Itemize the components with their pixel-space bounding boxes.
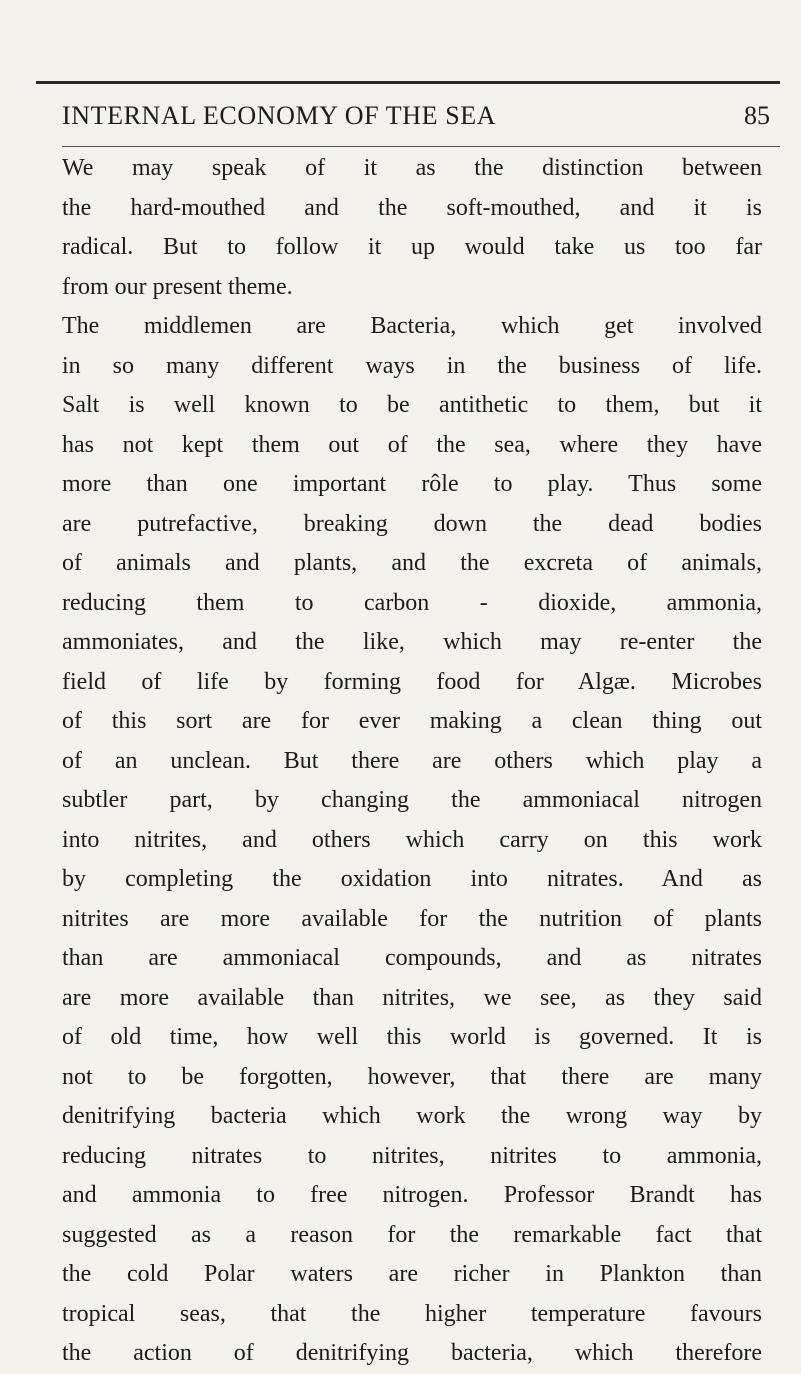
body-text [62, 149, 762, 1374]
text-line: We may speak of it as the distinction between [62, 155, 762, 181]
running-head-title: INTERNAL ECONOMY OF THE SEA [62, 101, 497, 130]
text-line: are more available than nitrites, we see, as they said [62, 984, 762, 1011]
text-line: the cold Polar waters are richer in Plankton than [62, 1261, 762, 1287]
page-number: 85 [744, 101, 770, 130]
text-line: of old time, how well this world is governed. It is [62, 1024, 762, 1050]
text-line: tropical seas, that the higher temperature favours [62, 1300, 762, 1327]
text-line: ammoniates, and the like, which may re-enter the [62, 629, 762, 655]
text-line: denitrifying bacteria which work the wrong way by [62, 1103, 762, 1129]
text-line: from our present theme. [62, 273, 293, 300]
text-line: of this sort are for ever making a clean thing out [62, 708, 762, 734]
text-line: than are ammoniacal compounds, and as nitrates [62, 945, 762, 971]
text-line: subtler part, by changing the ammoniacal nitrogen [62, 787, 762, 813]
text-line: the hard-mouthed and the soft-mouthed, and it is [62, 194, 762, 221]
text-line: has not kept them out of the sea, where they have [62, 431, 762, 458]
top-rule [36, 81, 780, 84]
text-line: in so many different ways in the business of life. [62, 352, 762, 379]
text-line: The middlemen are Bacteria, which get involved [62, 313, 762, 339]
text-line: of an unclean. But there are others which play a [62, 747, 762, 774]
text-line: field of life by forming food for Algæ. Microbes [62, 668, 762, 695]
text-line: and ammonia to free nitrogen. Professor Brandt has [62, 1182, 762, 1208]
text-line: reducing nitrates to nitrites, nitrites to ammonia, [62, 1142, 762, 1169]
text-line: more than one important rôle to play. Thus some [62, 471, 762, 497]
text-line: nitrites are more available for the nutrition of plants [62, 905, 762, 932]
text-line: the action of denitrifying bacteria, which therefore [62, 1340, 762, 1366]
text-line: reducing them to carbon - dioxide, ammonia, [62, 589, 762, 616]
text-line: not to be forgotten, however, that there are many [62, 1063, 762, 1090]
text-line: by completing the oxidation into nitrates. And as [62, 866, 762, 892]
text-line: radical. But to follow it up would take us too far [62, 234, 762, 260]
text-line: of animals and plants, and the excreta of animals, [62, 550, 762, 576]
text-line: suggested as a reason for the remarkable fact that [62, 1221, 762, 1248]
header-rule [62, 146, 780, 147]
text-line: Salt is well known to be antithetic to them, but it [62, 392, 762, 418]
text-line: into nitrites, and others which carry on this work [62, 826, 762, 853]
text-line: are putrefactive, breaking down the dead bodies [62, 510, 762, 537]
